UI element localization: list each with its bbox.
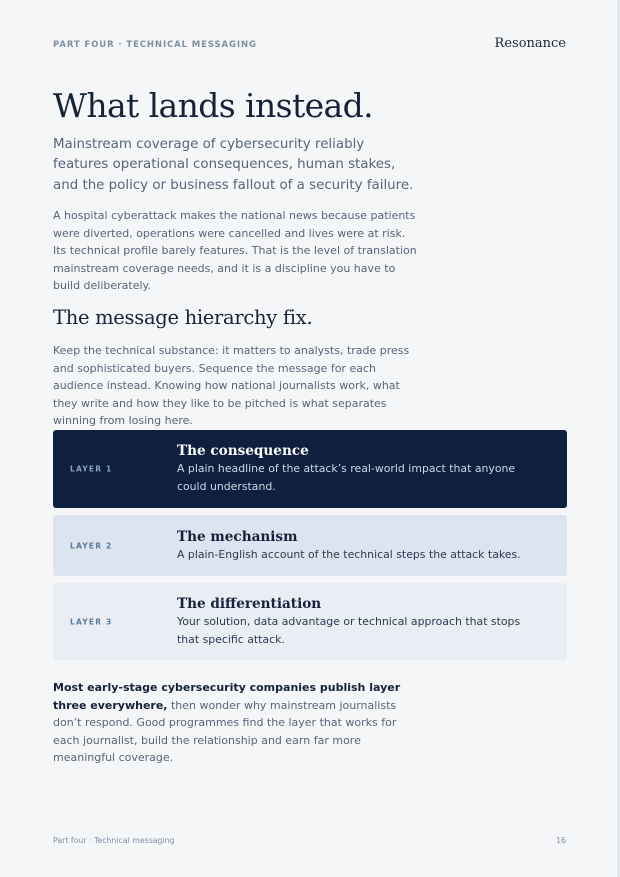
layer-tag: LAYER 3 xyxy=(70,617,113,626)
brand-logo: Resonance xyxy=(494,36,566,51)
closing-emphasis: Most early-stage cybersecurity companies publish layer three everywhere, xyxy=(53,681,401,712)
body-paragraph-2: Keep the technical substance: it matters to analysts, trade press and sophisticated buyers. Sequence the message for each audience instead. Knowing how national journalists work, what they write and how they like to be pitched is what separates winning from losing here. xyxy=(53,344,410,427)
closing-paragraph xyxy=(53,679,418,767)
layer-card-2 xyxy=(53,515,567,576)
layer-card-1 xyxy=(53,430,567,508)
lead-paragraph: Mainstream coverage of cybersecurity reliably features operational consequences, human stakes, and the policy or business fallout of a security failure. xyxy=(53,137,414,193)
layer-description: A plain headline of the attack’s real-world impact that anyone could understand. xyxy=(177,462,516,493)
closing-text: then wonder why mainstream journalists don’t respond. Good programmes find the layer that works for each journalist, build the relationship and earn far more meaningful coverage. xyxy=(53,698,397,764)
layer-description: Your solution, data advantage or technical approach that stops that specific attack. xyxy=(177,615,521,646)
layer-body xyxy=(177,442,527,495)
layer-title: The differentiation xyxy=(177,596,322,612)
layer-body xyxy=(177,528,527,564)
layer-description: A plain-English account of the technical steps the attack takes. xyxy=(177,548,521,561)
page-title: What lands instead. xyxy=(53,86,374,125)
section-label: PART FOUR · TECHNICAL MESSAGING xyxy=(53,40,257,50)
layer-body xyxy=(177,595,527,648)
layer-card-3 xyxy=(53,583,567,660)
layer-title: The consequence xyxy=(177,443,309,459)
layer-tag: LAYER 1 xyxy=(70,464,113,474)
layer-title: The mechanism xyxy=(177,529,298,545)
section-heading: The message hierarchy fix. xyxy=(53,306,313,329)
layer-tag: LAYER 2 xyxy=(70,541,113,550)
body-paragraph-1: A hospital cyberattack makes the national news because patients were diverted, operations were cancelled and lives were at risk. Its technical profile barely features. That is the level of translation mainstream coverage needs, and it is a discipline you have to build deliberately. xyxy=(53,209,417,292)
footer-section-label: Part four · Technical messaging xyxy=(53,836,175,845)
page-number: 16 xyxy=(556,836,566,845)
